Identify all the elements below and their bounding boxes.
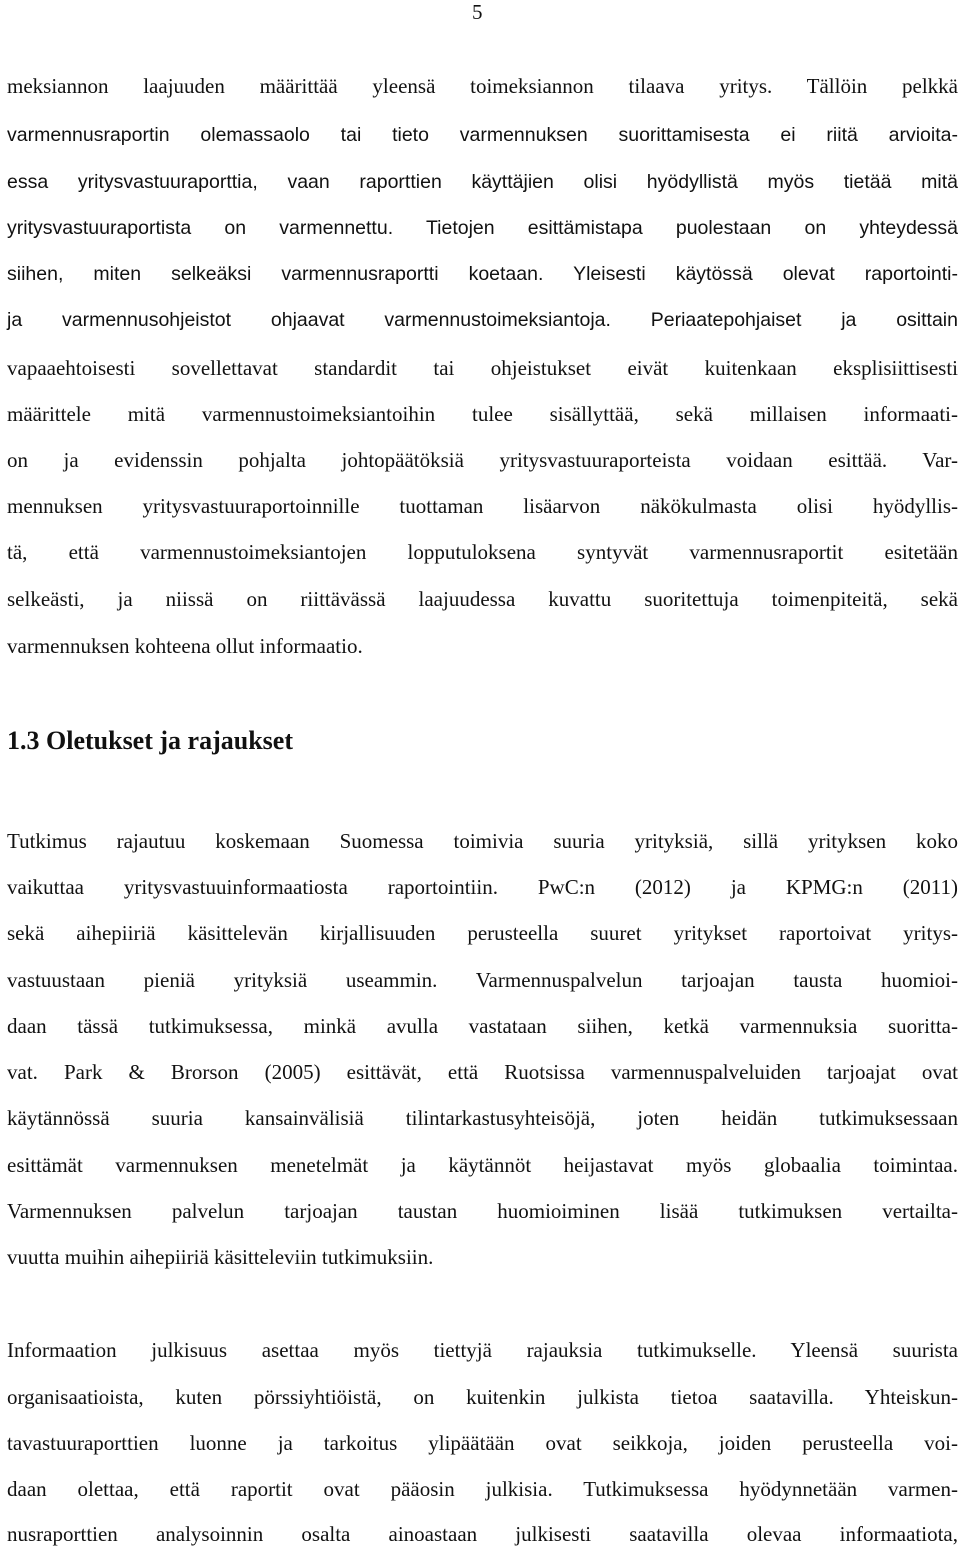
text-line: daan olettaa, että raportit ovat pääosin julkisia. Tutkimuksessa hyödynnetään varmen-: [7, 1477, 958, 1501]
text-line: tavastuuraporttien luonne ja tarkoitus ylipäätään ovat seikkoja, joiden perusteella voi-: [7, 1431, 958, 1455]
text-line: selkeästi, ja niissä on riittävässä laajuudessa kuvattu suoritettuja toimenpiteitä, sekä: [7, 587, 958, 611]
text-line: Informaation julkisuus asettaa myös tiettyjä rajauksia tutkimukselle. Yleensä suurista: [7, 1338, 958, 1362]
text-line: Varmennuksen palvelun tarjoajan taustan huomioiminen lisää tutkimuksen vertailta-: [7, 1199, 958, 1223]
page-number: 5: [472, 0, 483, 24]
section-heading: 1.3 Oletukset ja rajaukset: [7, 726, 293, 755]
text-line: käytännössä suuria kansainvälisiä tilintarkastusyhteisöjä, joten heidän tutkimuksessaan: [7, 1106, 958, 1130]
text-line: ja varmennusohjeistot ohjaavat varmennustoimeksiantoja. Periaatepohjaiset ja osittain: [7, 309, 958, 331]
text-line: mennuksen yritysvastuuraportoinnille tuottaman lisäarvon näkökulmasta olisi hyödyllis-: [7, 494, 958, 518]
text-line: nusraporttien analysoinnin osalta ainoastaan julkisesti saatavilla olevaa informaatiota,: [7, 1522, 958, 1546]
text-line: siihen, miten selkeäksi varmennusraportti koetaan. Yleisesti käytössä olevat raportointi-: [7, 263, 958, 285]
text-line: on ja evidenssin pohjalta johtopäätöksiä yritysvastuuraporteista voidaan esittää. Var-: [7, 448, 958, 472]
text-line: Tutkimus rajautuu koskemaan Suomessa toimivia suuria yrityksiä, sillä yrityksen koko: [7, 829, 958, 853]
text-line: meksiannon laajuuden määrittää yleensä toimeksiannon tilaava yritys. Tällöin pelkkä: [7, 74, 958, 98]
text-line: vaikuttaa yritysvastuuinformaatiosta raportointiin. PwC:n (2012) ja KPMG:n (2011): [7, 875, 958, 899]
text-line: määrittele mitä varmennustoimeksiantoihin tulee sisällyttää, sekä millaisen informaati-: [7, 402, 958, 426]
text-line: yritysvastuuraportista on varmennettu. Tietojen esittämistapa puolestaan on yhteydessä: [7, 217, 958, 239]
text-line: vapaaehtoisesti sovellettavat standardit tai ohjeistukset eivät kuitenkaan eksplisiittisesti: [7, 356, 958, 380]
text-line: esittämät varmennuksen menetelmät ja käytännöt heijastavat myös globaalia toimintaa.: [7, 1153, 958, 1177]
text-line: varmennuksen kohteena ollut informaatio.: [7, 634, 363, 658]
text-line: vat. Park & Brorson (2005) esittävät, että Ruotsissa varmennuspalveluiden tarjoajat ovat: [7, 1060, 958, 1084]
text-line: tä, että varmennustoimeksiantojen lopputuloksena syntyvät varmennusraportit esitetään: [7, 540, 958, 564]
text-line: daan tässä tutkimuksessa, minkä avulla vastataan siihen, ketkä varmennuksia suoritta-: [7, 1014, 958, 1038]
text-line: sekä aihepiiriä käsittelevän kirjallisuuden perusteella suuret yritykset raportoivat yritys-: [7, 921, 958, 945]
text-line: essa yritysvastuuraporttia, vaan raporttien käyttäjien olisi hyödyllistä myös tietää mitä: [7, 171, 958, 193]
text-line: vastuustaan pieniä yrityksiä useammin. Varmennuspalvelun tarjoajan tausta huomioi-: [7, 968, 958, 992]
text-line: varmennusraportin olemassaolo tai tieto varmennuksen suorittamisesta ei riitä arvioita-: [7, 124, 958, 146]
text-line: vuutta muihin aihepiiriä käsitteleviin tutkimuksiin.: [7, 1245, 434, 1269]
text-line: organisaatioista, kuten pörssiyhtiöistä, on kuitenkin julkista tietoa saatavilla. Yhteiskun-: [7, 1385, 958, 1409]
